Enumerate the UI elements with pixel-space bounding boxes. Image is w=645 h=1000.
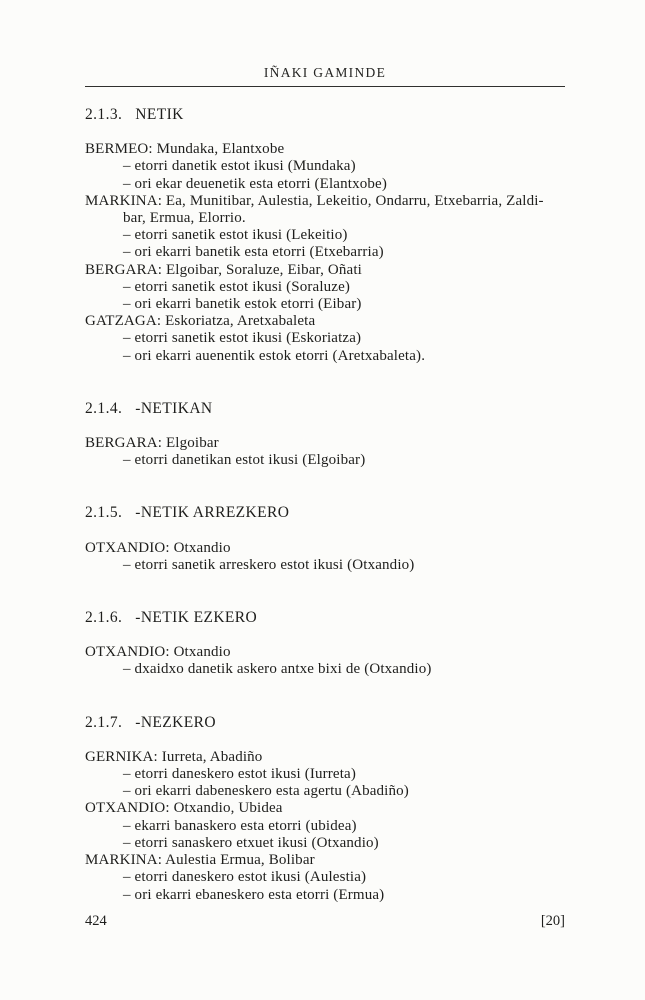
section-heading (85, 106, 565, 123)
entry-otxandio (85, 800, 565, 852)
entry-head: OTXANDIO: Otxandio (85, 644, 231, 661)
example-line: – etorri sanetik estot ikusi (Soraluze) (123, 278, 351, 295)
page-header (85, 66, 565, 87)
example-line: – ori ekarri ebaneskero esta etorri (Ermua) (123, 886, 385, 903)
section-title: -NETIKAN (135, 399, 213, 417)
example-line: – ori ekarri auenentik estok etorri (Aretxabaleta). (123, 347, 426, 364)
entry-bermeo (85, 141, 565, 193)
page-footer (85, 913, 565, 930)
section-number: 2.1.3. (85, 106, 123, 123)
entry-head: BERGARA: Elgoibar (85, 435, 219, 452)
example-line: – ori ekar deuenetik esta etorri (Elantxobe) (123, 175, 387, 192)
section-number: 2.1.7. (85, 713, 123, 731)
section-title: -NETIK ARREZKERO (135, 504, 290, 522)
text-block (85, 66, 565, 930)
entry-bergara (85, 262, 565, 314)
example-line: – etorri sanetik estot ikusi (Lekeitio) (123, 227, 348, 244)
section-number: 2.1.5. (85, 504, 123, 522)
example-line: – etorri danetik estot ikusi (Mundaka) (123, 158, 356, 175)
entry-bergara (85, 435, 565, 469)
entry-head: OTXANDIO: Otxandio, Ubidea (85, 800, 283, 817)
section-title: -NEZKERO (135, 713, 216, 731)
section-heading (85, 714, 565, 731)
section-netik-ezkero (85, 609, 565, 679)
section-title: NETIK (135, 106, 184, 123)
example-line: – ori ekarri banetik estok etorri (Eibar) (123, 296, 362, 313)
header-rule (85, 86, 565, 87)
section-title: -NETIK EZKERO (135, 609, 258, 627)
example-line: – etorri daneskero estot ikusi (Iurreta) (123, 766, 356, 783)
section-netik-arrezkero (85, 504, 565, 574)
entry-otxandio (85, 644, 565, 678)
entry-gernika (85, 749, 565, 801)
entry-head: GATZAGA: Eskoriatza, Aretxabaleta (85, 313, 316, 330)
example-line: – etorri danetikan estot ikusi (Elgoibar) (123, 452, 366, 469)
example-line: – etorri sanetik arreskero estot ikusi (Otxandio) (123, 556, 415, 573)
example-line: – dxaidxo danetik askero antxe bixi de (Otxandio) (123, 661, 432, 678)
section-netik (85, 106, 565, 365)
entry-otxandio (85, 540, 565, 574)
reference-number: [20] (540, 912, 565, 929)
entry-head: BERMEO: Mundaka, Elantxobe (85, 141, 285, 158)
entry-continuation: bar, Ermua, Elorrio. (123, 210, 246, 227)
running-header: IÑAKI GAMINDE (263, 65, 387, 80)
entry-head: BERGARA: Elgoibar, Soraluze, Eibar, Oñati (85, 261, 362, 278)
section-heading (85, 504, 565, 521)
section-nezkero (85, 714, 565, 904)
example-line: – ekarri banaskero esta etorri (ubidea) (123, 817, 357, 834)
section-heading (85, 609, 565, 626)
section-netikan (85, 400, 565, 470)
entry-head: OTXANDIO: Otxandio (85, 539, 231, 556)
entry-gatzaga (85, 313, 565, 365)
section-heading (85, 400, 565, 417)
entry-markina (85, 852, 565, 904)
entry-head: MARKINA: Ea, Munitibar, Aulestia, Lekeitio, Ondarru, Etxebarria, Zaldi- (85, 192, 544, 209)
example-line: – etorri daneskero estot ikusi (Aulestia) (123, 869, 367, 886)
page-number: 424 (85, 912, 107, 929)
entry-markina (85, 193, 565, 262)
example-line: – ori ekarri banetik esta etorri (Etxebarria) (123, 244, 384, 261)
entry-head: GERNIKA: Iurreta, Abadiño (85, 748, 263, 765)
entry-head: MARKINA: Aulestia Ermua, Bolibar (85, 852, 315, 869)
example-line: – ori ekarri dabeneskero esta agertu (Abadiño) (123, 783, 409, 800)
section-number: 2.1.6. (85, 609, 123, 627)
example-line: – etorri sanetik estot ikusi (Eskoriatza) (123, 330, 362, 347)
section-number: 2.1.4. (85, 399, 123, 417)
example-line: – etorri sanaskero etxuet ikusi (Otxandio) (123, 834, 379, 851)
